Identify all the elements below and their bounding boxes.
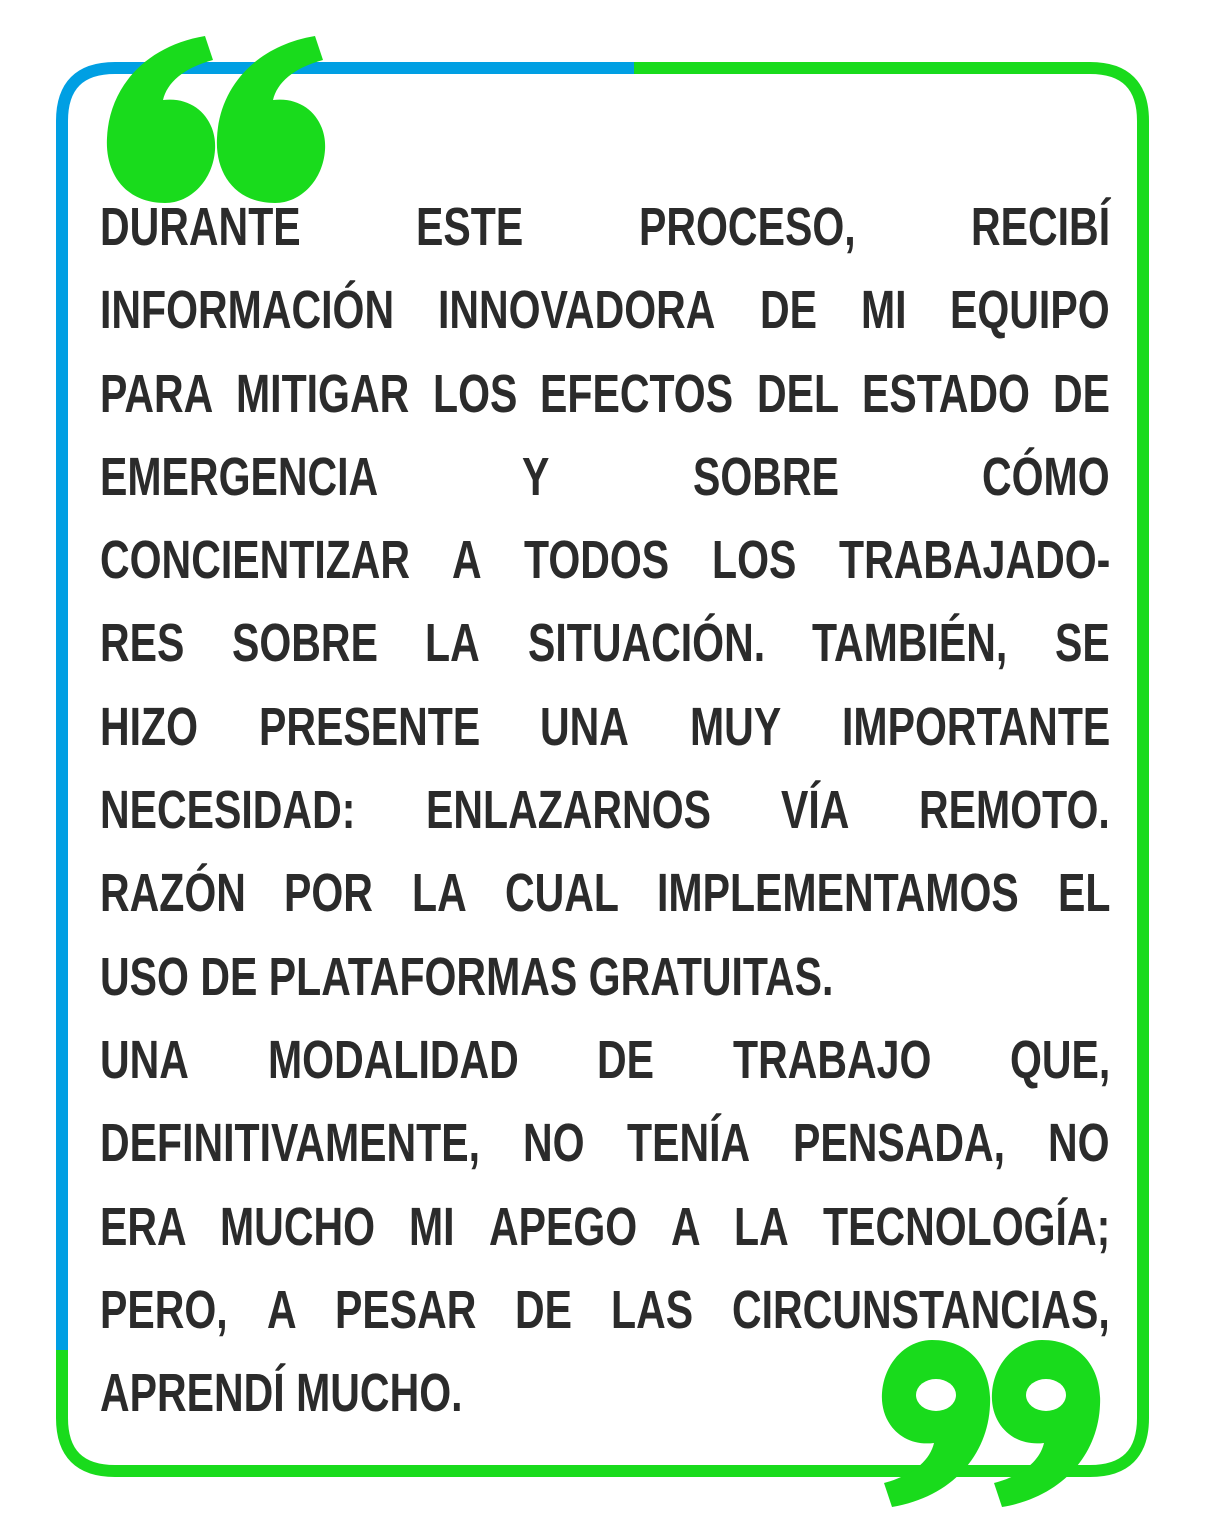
quote-word: APRENDÍ MUCHO. <box>100 1363 463 1424</box>
quote-word: LA <box>425 613 481 674</box>
quote-word: DURANTE <box>100 197 301 257</box>
quote-word: RAZÓN <box>100 863 246 924</box>
quote-word: INFORMACIÓN <box>100 280 395 341</box>
quote-word: TAMBIÉN, <box>812 613 1008 674</box>
quote-word: MITIGAR <box>236 363 410 424</box>
quote-word: LA <box>411 863 467 924</box>
quote-word: QUE, <box>1009 1029 1111 1090</box>
quote-word: LA <box>734 1196 789 1257</box>
quote-word: CIRCUNSTANCIAS, <box>732 1279 1110 1340</box>
open-quote-icon <box>95 28 335 208</box>
quote-word: VÍA <box>780 780 850 841</box>
quote-word: NECESIDAD: <box>100 780 356 841</box>
quote-word: SOBRE <box>231 613 378 674</box>
quote-word: DE <box>515 1279 573 1340</box>
quote-word: TRABAJO <box>732 1029 932 1090</box>
quote-word: DE <box>1052 363 1110 424</box>
quote-word: RES <box>100 613 185 674</box>
quote-word: EQUIPO <box>950 280 1111 341</box>
quote-word: MI <box>860 280 907 341</box>
quote-word: MUCHO <box>220 1196 376 1257</box>
quote-word: PARA <box>100 363 214 424</box>
quote-word: IMPLEMENTAMOS <box>657 863 1020 924</box>
quote-word: SOBRE <box>692 446 839 507</box>
quote-word: A <box>670 1196 701 1257</box>
quote-line <box>100 852 1110 935</box>
quote-word: PRESENTE <box>258 696 480 757</box>
quote-word: A <box>452 530 483 591</box>
quote-line <box>100 1186 1110 1269</box>
quote-word: TODOS <box>524 530 670 591</box>
quote-word: UNA <box>100 1029 189 1090</box>
quote-word: MI <box>409 1196 455 1257</box>
quote-word: INNOVADORA <box>438 280 716 341</box>
quote-word: DE <box>597 1029 655 1090</box>
quote-line <box>100 1019 1110 1102</box>
quote-line <box>100 936 1110 1019</box>
quote-line <box>100 436 1110 519</box>
quote-word: TECNOLOGÍA; <box>822 1196 1110 1257</box>
quote-word: CONCIENTIZAR <box>100 530 411 591</box>
quote-text <box>100 186 1110 1435</box>
quote-word: IMPORTANTE <box>841 696 1110 757</box>
quote-line <box>100 769 1110 852</box>
quote-word: MODALIDAD <box>267 1029 519 1090</box>
quote-word: LAS <box>611 1279 694 1340</box>
quote-word: NO <box>522 1113 585 1174</box>
quote-word: SITUACIÓN. <box>527 613 765 674</box>
quote-word: EMERGENCIA <box>100 446 379 507</box>
quote-word: HIZO <box>100 696 199 757</box>
quote-line <box>100 1102 1110 1185</box>
quote-word: PERO, <box>100 1279 228 1340</box>
quote-word: PROCESO, <box>638 197 856 257</box>
quote-word: APEGO <box>488 1196 637 1257</box>
quote-word: A <box>266 1279 297 1340</box>
quote-word: CUAL <box>504 863 619 924</box>
quote-word: ENLAZARNOS <box>425 780 711 841</box>
quote-word: MUY <box>689 696 782 757</box>
quote-line <box>100 1269 1110 1352</box>
quote-line <box>100 269 1110 352</box>
quote-word: EFECTOS <box>540 363 734 424</box>
quote-word: LOS <box>432 363 518 424</box>
quote-word: ESTADO <box>861 363 1030 424</box>
quote-line <box>100 1352 1110 1435</box>
quote-line <box>100 353 1110 436</box>
quote-word: Y <box>521 446 550 507</box>
quote-word: DEFINITIVAMENTE, <box>100 1113 481 1174</box>
quote-word: ESTE <box>416 197 524 257</box>
quote-line <box>100 602 1110 685</box>
quote-line <box>100 186 1110 269</box>
quote-word: UNA <box>540 696 630 757</box>
quote-word: SE <box>1055 613 1110 674</box>
quote-word: REMOTO. <box>919 780 1110 841</box>
quote-word: NO <box>1048 1113 1110 1174</box>
quote-line <box>100 519 1110 602</box>
quote-word: PESAR <box>335 1279 477 1340</box>
quote-word: CÓMO <box>982 446 1110 507</box>
quote-line <box>100 686 1110 769</box>
quote-word: PENSADA, <box>793 1113 1006 1174</box>
quote-word: TRABAJADO- <box>838 530 1110 591</box>
quote-word: EL <box>1057 863 1110 924</box>
quote-word: DEL <box>756 363 839 424</box>
quote-word: POR <box>284 863 374 924</box>
quote-word: DE <box>759 280 817 341</box>
quote-word: USO DE PLATAFORMAS GRATUITAS. <box>100 946 834 1007</box>
quote-word: LOS <box>711 530 797 591</box>
quote-word: TENÍA <box>627 1113 751 1174</box>
quote-word: ERA <box>100 1196 187 1257</box>
quote-word: RECIBÍ <box>970 197 1111 257</box>
